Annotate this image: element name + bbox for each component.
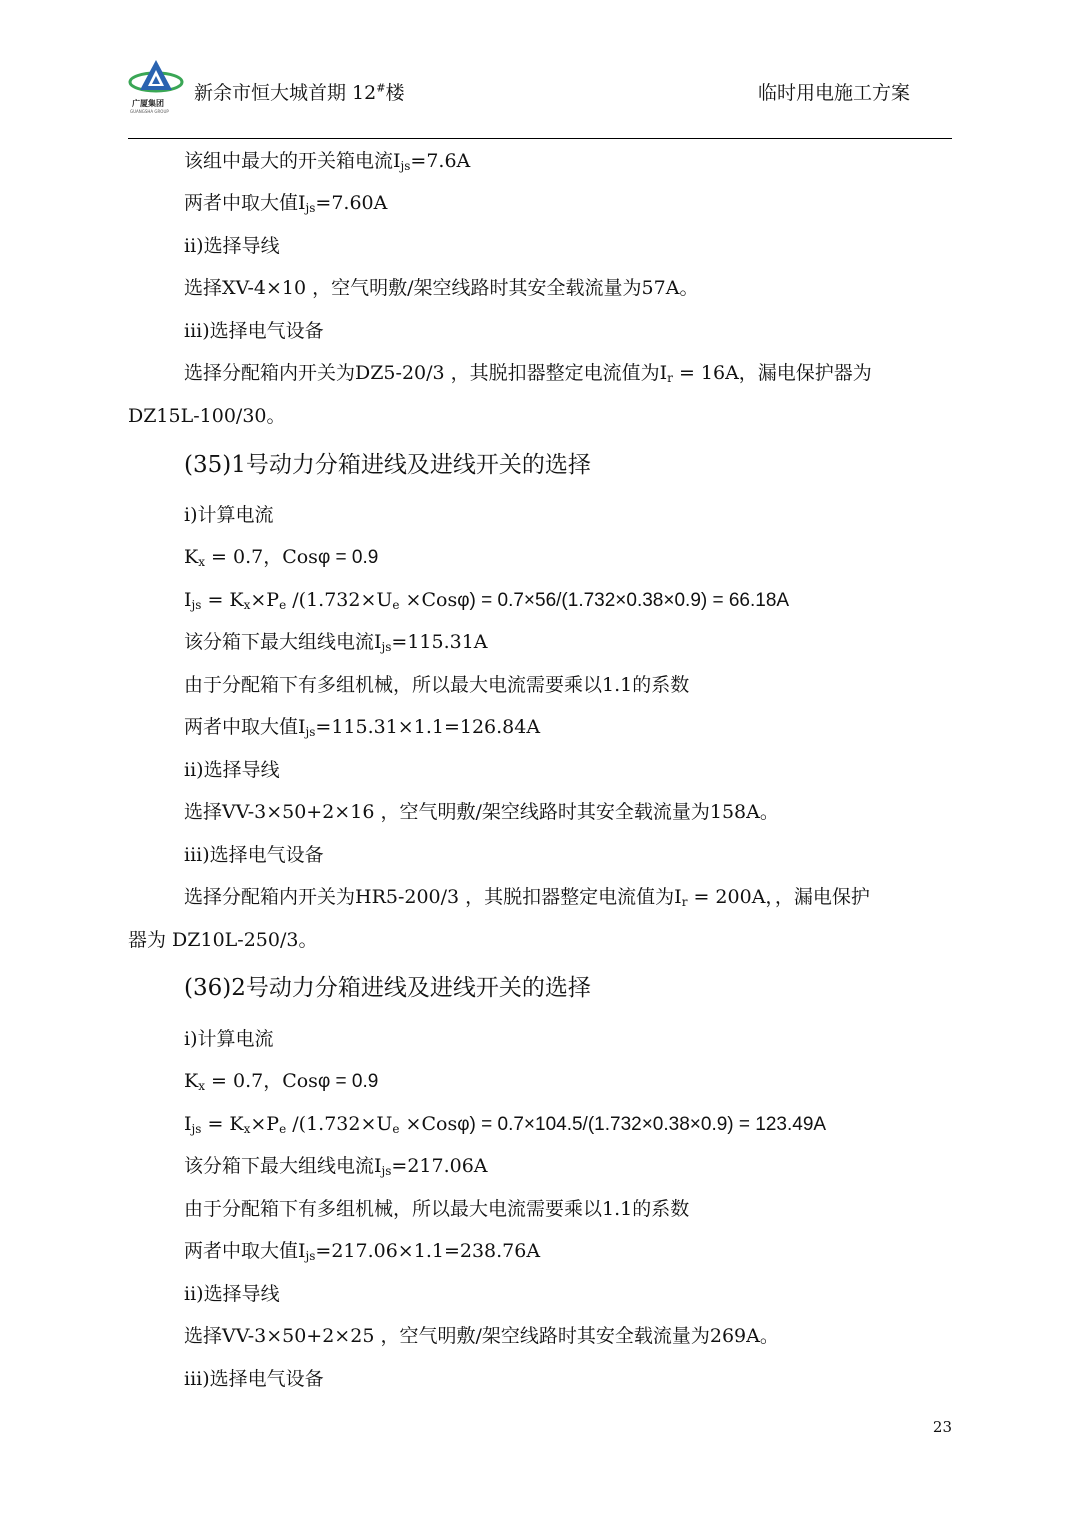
body-line: 选择分配箱内开关为DZ5-20/3 ，其脱扣器整定电流值为$I_r = 16A$，漏电保护器为 bbox=[184, 362, 872, 385]
body-line: 选择XV-4×10 ，空气明敷/架空线路时其安全载流量为57A。 bbox=[184, 277, 699, 299]
body-line: 由于分配箱下有多组机械，所以最大电流需要乘以1.1的系数 bbox=[184, 1198, 690, 1220]
formula-line: $I_{js} = K_x\times P_e$ $/(1.732\times U_e \times Cos\varphi) = 0.7\times 104.5/(1.732\times 0.38\times 0.9) = 123.49A$ bbox=[184, 1113, 827, 1136]
company-logo bbox=[128, 58, 184, 114]
body-line: i)计算电流 bbox=[184, 504, 274, 526]
header-section-title: 临时用电施工方案 bbox=[757, 82, 910, 104]
page-header bbox=[128, 58, 952, 140]
body-line: iii)选择电气设备 bbox=[184, 1368, 324, 1390]
document-title: 新余市恒大城首期 12#楼 bbox=[194, 81, 405, 104]
body-line: ii)选择导线 bbox=[184, 1283, 280, 1305]
body-line: 选择VV-3×50+2×25 ，空气明敷/架空线路时其安全载流量为269A。 bbox=[184, 1325, 779, 1347]
body-line: 该组中最大的开关箱电流$I_{js}=7.6A$ bbox=[184, 150, 471, 173]
body-line: ii)选择导线 bbox=[184, 235, 280, 257]
body-line: 两者中取大值$I_{js}=115.31\times 1.1=126.84A$ bbox=[184, 716, 541, 739]
body-line: 两者中取大值$I_{js}=7.60A$ bbox=[184, 192, 388, 215]
formula-line: $K_x = 0.7$，Cosφ = 0.9 bbox=[184, 546, 379, 569]
body-line: 选择分配箱内开关为HR5-200/3 ，其脱扣器整定电流值为$I_r = 200A$，，漏电保护 bbox=[184, 886, 870, 909]
body-line: DZ15L-100/30。 bbox=[128, 405, 286, 427]
page-number: 23 bbox=[932, 1418, 952, 1436]
formula-line: $I_{js} = K_x\times P_e$ $/(1.732\times U_e \times Cos\varphi) = 0.7\times 56/(1.732\times 0.38\times 0.9) = 66.18A$ bbox=[184, 589, 790, 612]
body-line: 两者中取大值$I_{js}=217.06\times 1.1=238.76A$ bbox=[184, 1240, 541, 1263]
body-line: ii)选择导线 bbox=[184, 759, 280, 781]
body-line: 该分箱下最大组线电流$I_{js}=217.06A$ bbox=[184, 1155, 488, 1178]
section-heading-36: (36)2号动力分箱进线及进线开关的选择 bbox=[184, 975, 591, 1001]
body-line: i)计算电流 bbox=[184, 1028, 274, 1050]
logo-text: 广厦集团 bbox=[132, 99, 164, 108]
logo-subtext: GUANGSHA GROUP bbox=[130, 109, 169, 114]
body-line: iii)选择电气设备 bbox=[184, 320, 324, 342]
body-line: 由于分配箱下有多组机械，所以最大电流需要乘以1.1的系数 bbox=[184, 674, 690, 696]
section-heading-35: (35)1号动力分箱进线及进线开关的选择 bbox=[184, 452, 591, 478]
logo-mark-icon bbox=[128, 58, 184, 100]
formula-line: $K_x = 0.7$，Cosφ = 0.9 bbox=[184, 1070, 379, 1093]
header-rule bbox=[128, 138, 952, 139]
body-line: 器为 DZ10L-250/3。 bbox=[128, 929, 318, 951]
body-line: iii)选择电气设备 bbox=[184, 844, 324, 866]
body-line: 选择VV-3×50+2×16 ，空气明敷/架空线路时其安全载流量为158A。 bbox=[184, 801, 779, 823]
body-line: 该分箱下最大组线电流$I_{js}=115.31A$ bbox=[184, 631, 488, 654]
